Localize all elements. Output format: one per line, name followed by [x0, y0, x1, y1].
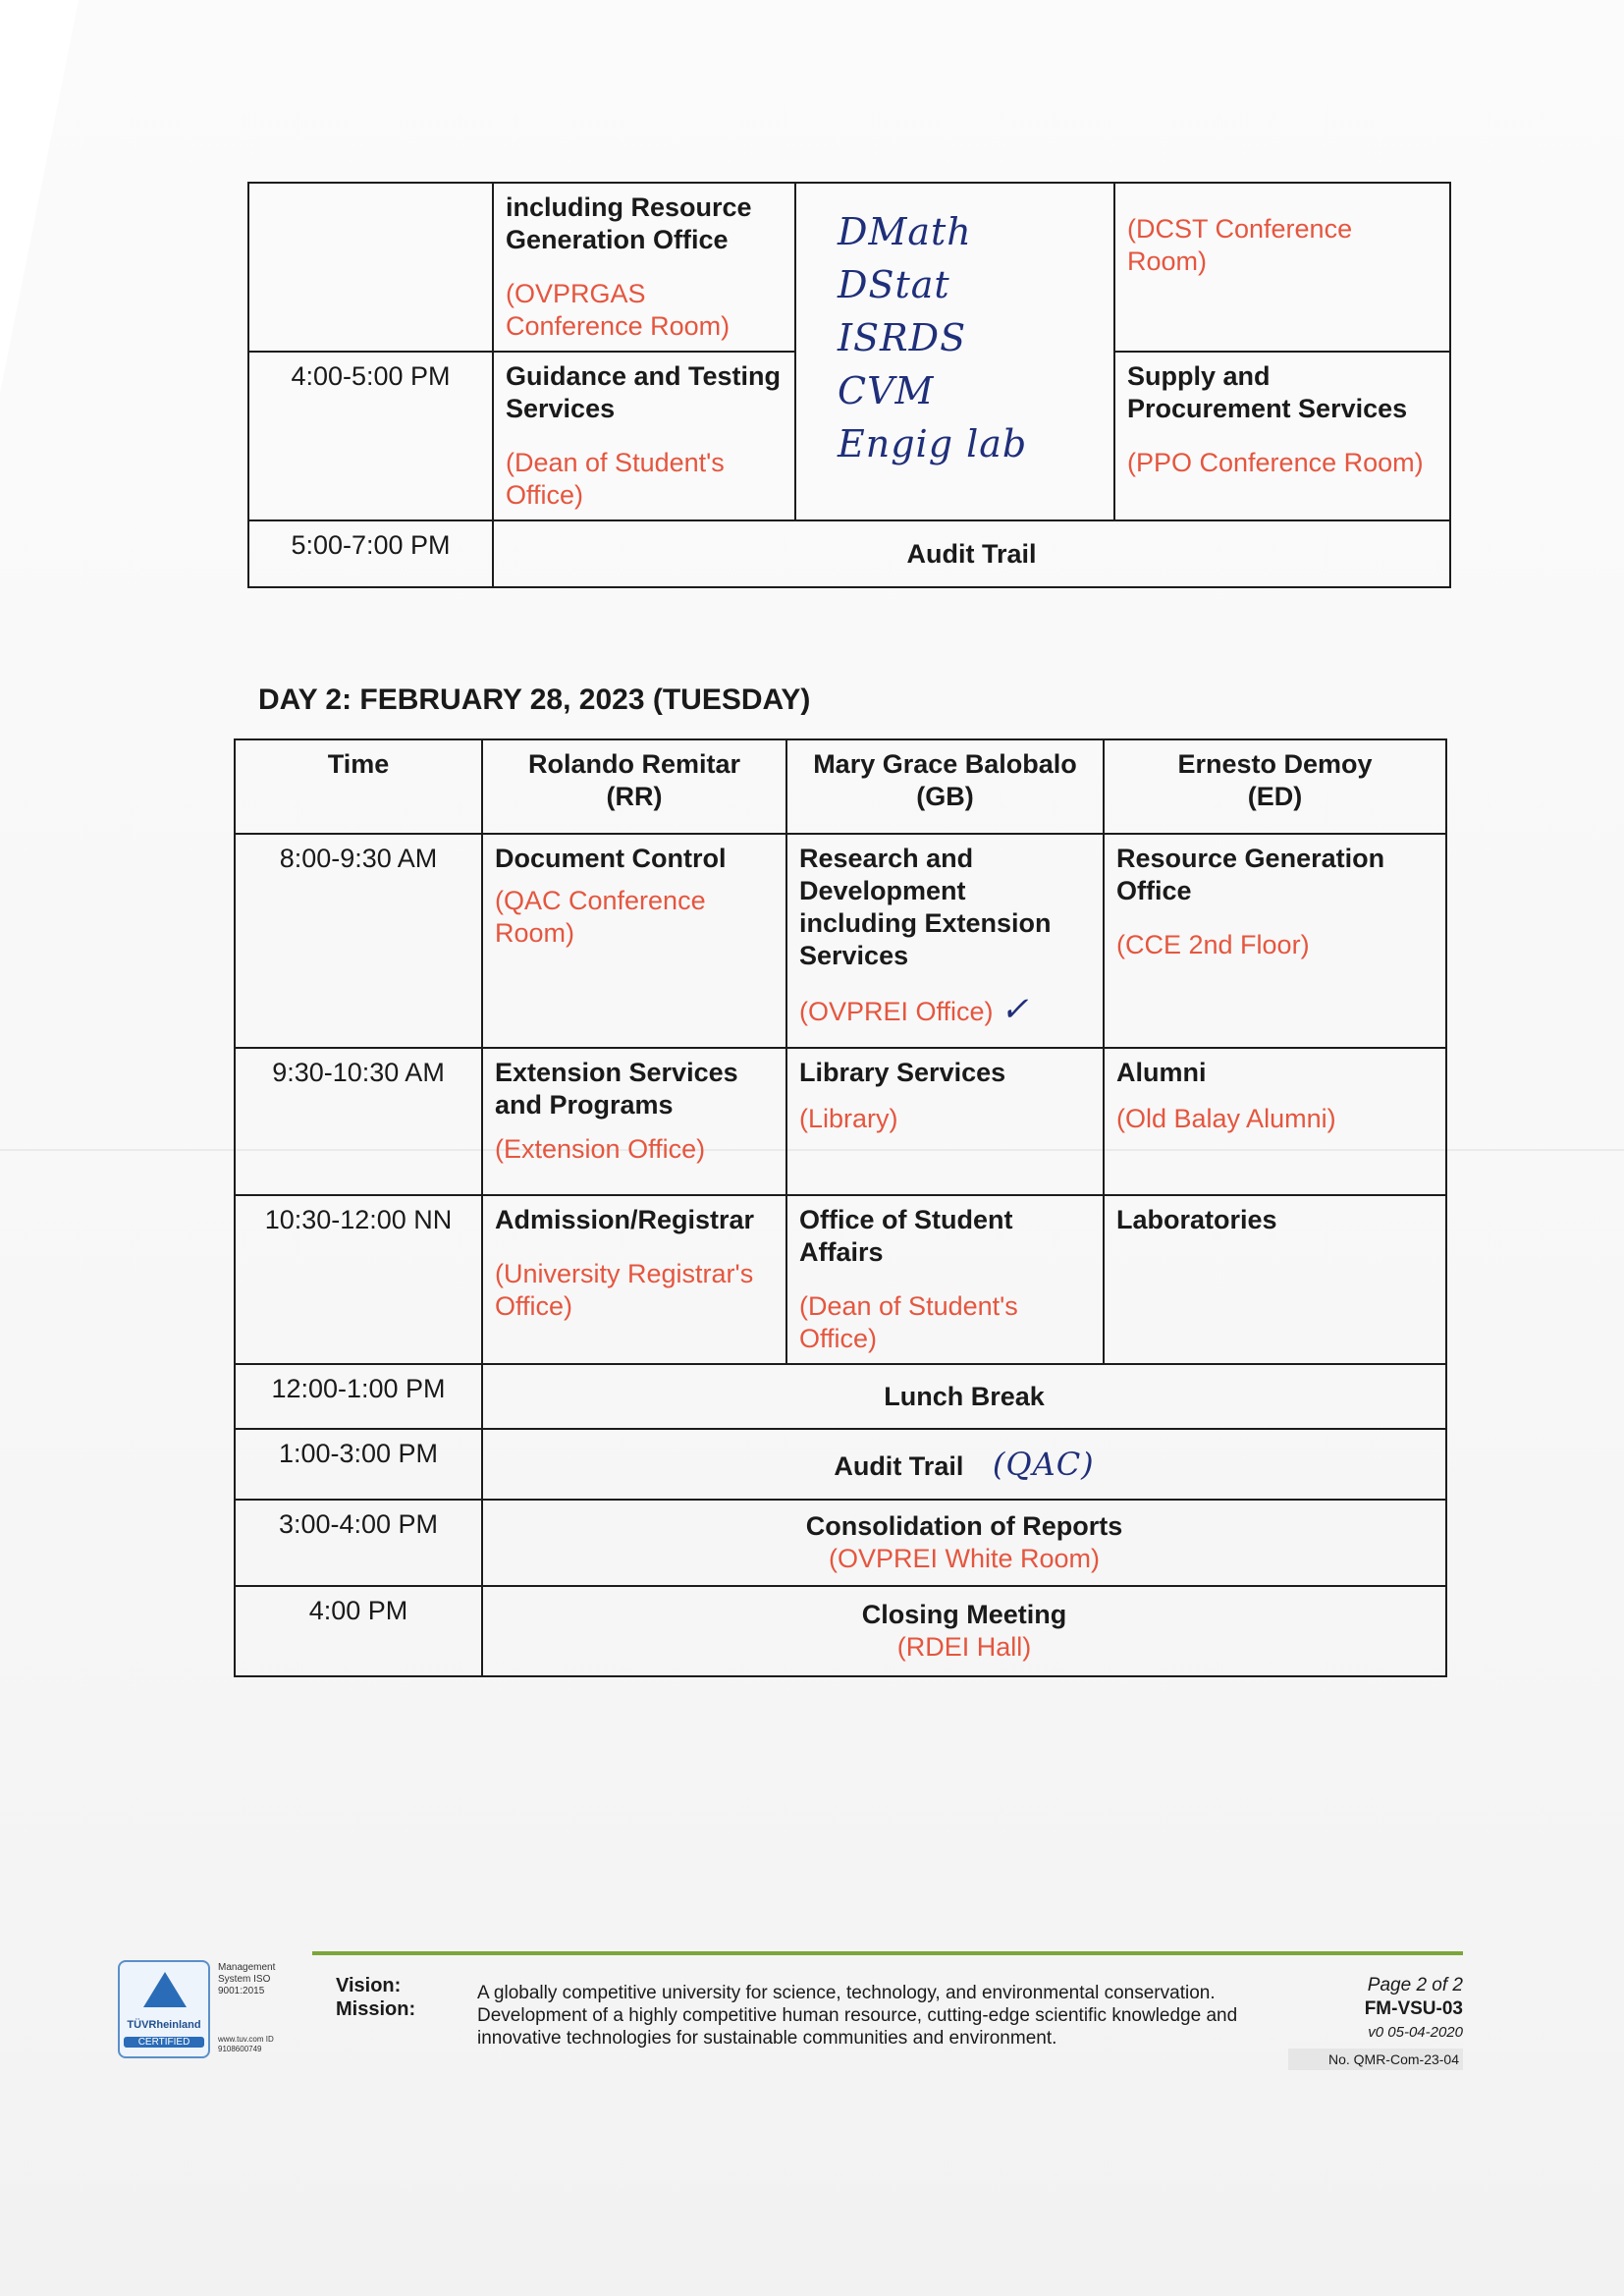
header-auditor-gb: [786, 739, 1104, 834]
cert-brand: TÜVRheinland: [127, 2019, 201, 2031]
tuv-logo-icon: [143, 1972, 187, 2007]
folded-corner: [0, 0, 79, 393]
time-cell: 8:00-9:30 AM: [235, 834, 482, 1048]
auditor-name: Rolando Remitar: [527, 749, 741, 779]
gb-venue: (Dean of Student's Office): [799, 1291, 1018, 1353]
rr-venue: (University Registrar's Office): [495, 1259, 754, 1321]
time-cell: 9:30-10:30 AM: [235, 1048, 482, 1195]
handwritten-note: CVM: [838, 369, 935, 412]
table-row: [235, 1048, 1446, 1195]
header-auditor-rr: [482, 739, 786, 834]
gb-cell: [786, 834, 1104, 1048]
handwritten-note: (QAC): [992, 1446, 1095, 1483]
ed-activity: Supply and Procurement Services: [1127, 361, 1408, 423]
footer-divider: [312, 1951, 1463, 1955]
merged-activity-cell: [482, 1429, 1446, 1500]
gb-cell: [786, 1195, 1104, 1364]
rr-cell: [482, 834, 786, 1048]
mgmt-system-text: Management System ISO 9001:2015: [218, 1962, 276, 1996]
rr-activity: Extension Services and Programs: [495, 1058, 738, 1120]
gb-activity: Research and Development including Extension Services: [799, 844, 1052, 970]
handwritten-note: ISRDS: [838, 316, 967, 359]
handwritten-notes: [808, 191, 1102, 470]
ed-activity: Resource Generation Office: [1116, 844, 1385, 905]
merged-venue: (RDEI Hall): [896, 1632, 1032, 1662]
mgmt-web-text: www.tuv.com ID 9108600749: [218, 2035, 274, 2053]
auditor-name: Mary Grace Balobalo: [813, 749, 1077, 779]
ed-venue: (Old Balay Alumni): [1116, 1104, 1336, 1133]
ed-cell: [1104, 834, 1446, 1048]
time-cell: 4:00-5:00 PM: [248, 352, 493, 520]
header-time: Time: [235, 739, 482, 834]
time-cell: 5:00-7:00 PM: [248, 520, 493, 587]
rr-venue: (Extension Office): [495, 1134, 706, 1164]
gb-activity: Library Services: [799, 1058, 1006, 1087]
rr-activity: including Resource Generation Office: [506, 192, 752, 254]
ed-cell: [1114, 352, 1450, 520]
table-row: [235, 1364, 1446, 1429]
merged-venue: (OVPREI White Room): [828, 1544, 1101, 1573]
table-row: [235, 1500, 1446, 1586]
doc-code: FM-VSU-03: [1364, 1998, 1463, 2019]
rr-cell: [493, 352, 795, 520]
merged-activity: Audit Trail: [834, 1451, 964, 1481]
day2-schedule-table: [234, 738, 1447, 1677]
time-cell-empty: [248, 183, 493, 352]
rr-cell: [493, 183, 795, 352]
auditor-name: Ernesto Demoy: [1177, 749, 1373, 779]
table-row: [235, 1429, 1446, 1500]
vision-mission-labels: [336, 1974, 415, 2021]
check-mark-icon: ✓: [1001, 990, 1029, 1029]
merged-activity-cell: Lunch Break: [482, 1364, 1446, 1429]
handwritten-note: Engig lab: [838, 422, 1028, 465]
ed-venue: (CCE 2nd Floor): [1116, 930, 1310, 959]
handwritten-note: DMath: [838, 210, 972, 253]
rr-activity: Guidance and Testing Services: [506, 361, 782, 423]
time-cell: 1:00-3:00 PM: [235, 1429, 482, 1500]
cert-label: CERTIFIED: [124, 2037, 204, 2048]
table-row: [235, 1586, 1446, 1676]
time-cell: 10:30-12:00 NN: [235, 1195, 482, 1364]
mission-label: Mission:: [336, 1998, 416, 2020]
vision-mission-text: [477, 1982, 1302, 2050]
time-cell: 12:00-1:00 PM: [235, 1364, 482, 1429]
gb-venue: (Library): [799, 1104, 898, 1133]
rr-activity: Document Control: [495, 844, 727, 873]
time-cell: 3:00-4:00 PM: [235, 1500, 482, 1586]
page-number: Page 2 of 2: [1367, 1975, 1463, 1995]
mission-text: Development of a highly competitive human resource, cutting-edge scientific knowledge and innovative technologies for sustainable communities and environment.: [477, 2005, 1238, 2049]
document-info: [1306, 1974, 1463, 2045]
rr-cell: [482, 1195, 786, 1364]
merged-activity-cell: [482, 1586, 1446, 1676]
ed-venue: (DCST Conference Room): [1127, 214, 1353, 276]
merged-activity-cell: [482, 1500, 1446, 1586]
rr-venue: (OVPRGAS Conference Room): [506, 279, 731, 341]
table-row: [235, 834, 1446, 1048]
rr-cell: [482, 1048, 786, 1195]
ed-activity: Laboratories: [1116, 1205, 1277, 1234]
rr-activity: Admission/Registrar: [495, 1205, 755, 1234]
control-number: No. QMR-Com-23-04: [1288, 2049, 1463, 2070]
ed-venue: (PPO Conference Room): [1127, 448, 1424, 477]
ed-cell: [1104, 1048, 1446, 1195]
gb-venue: (OVPREI Office): [799, 997, 994, 1026]
rr-venue: (QAC Conference Room): [495, 886, 706, 948]
vision-text: A globally competitive university for science, technology, and environmental conservation.: [477, 1983, 1216, 2003]
table-row: [235, 1195, 1446, 1364]
day1-continuation-table: [247, 182, 1451, 588]
gb-handwritten-cell: [795, 183, 1114, 520]
ed-cell: [1114, 183, 1450, 352]
gb-activity: Office of Student Affairs: [799, 1205, 1013, 1267]
handwritten-note: DStat: [838, 263, 950, 306]
ed-activity: Alumni: [1116, 1058, 1207, 1087]
vision-label: Vision:: [336, 1975, 402, 1996]
auditor-code: (ED): [1247, 782, 1303, 811]
auditor-code: (RR): [606, 782, 663, 811]
merged-activity: Consolidation of Reports: [805, 1511, 1123, 1541]
gb-cell: [786, 1048, 1104, 1195]
revision: v0 05-04-2020: [1368, 2024, 1463, 2041]
merged-activity: Closing Meeting: [861, 1600, 1067, 1629]
time-cell: 4:00 PM: [235, 1586, 482, 1676]
rr-venue: (Dean of Student's Office): [506, 448, 725, 510]
header-auditor-ed: [1104, 739, 1446, 834]
auditor-code: (GB): [916, 782, 974, 811]
day2-title: DAY 2: FEBRUARY 28, 2023 (TUESDAY): [258, 683, 811, 716]
certification-badge: [118, 1960, 210, 2058]
merged-activity-cell: Audit Trail: [493, 520, 1450, 587]
ed-cell: [1104, 1195, 1446, 1364]
